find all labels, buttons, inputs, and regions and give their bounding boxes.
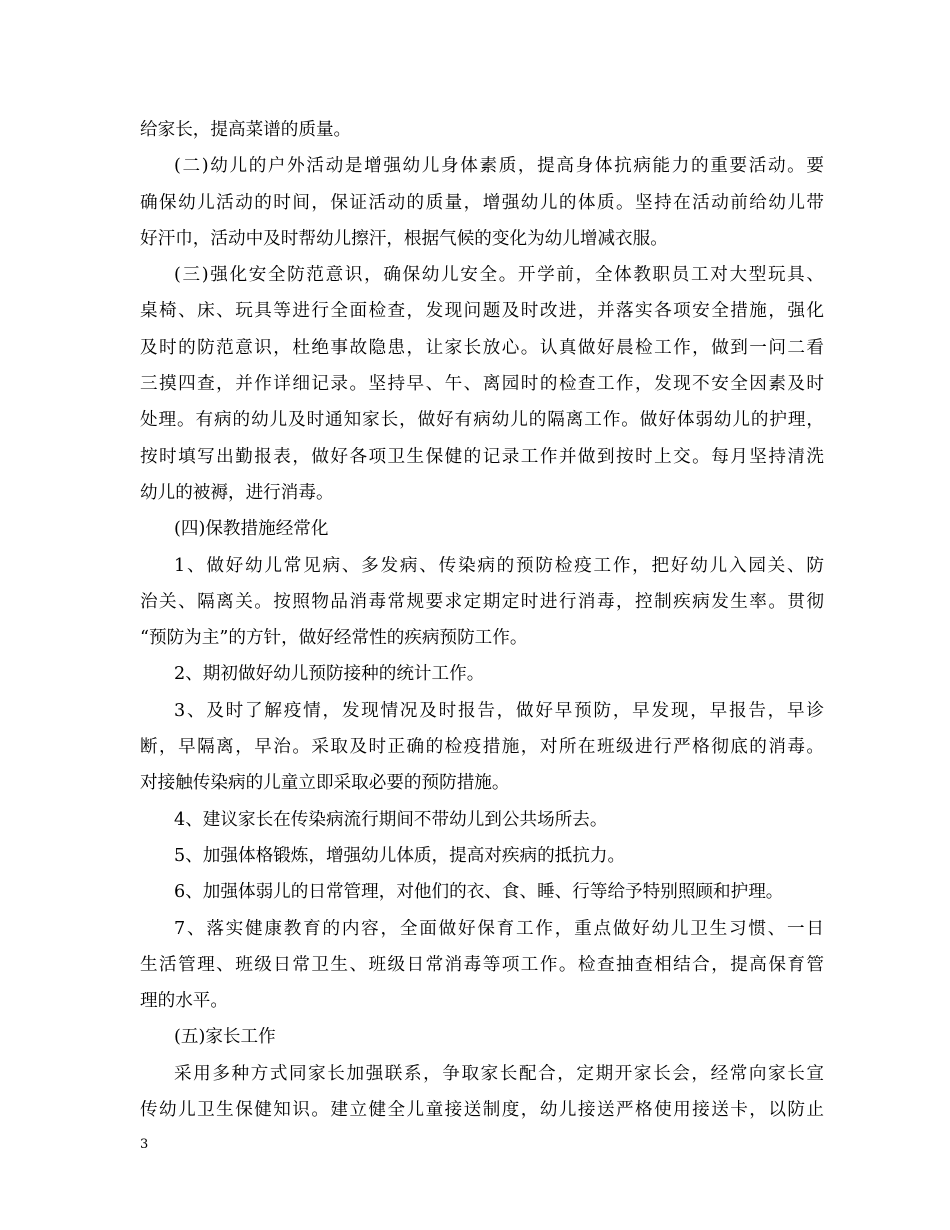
- text-line: “预防为主”的方针，做好经常性的疾病预防工作。: [140, 628, 528, 649]
- text-line: 按时填写出勤报表，做好各项卫生保健的记录工作并做到按时上交。每月坚持清洗: [140, 446, 824, 467]
- text-line: 治关、隔离关。按照物品消毒常规要求定期定时进行消毒，控制疾病发生率。贯彻: [140, 591, 824, 612]
- text-line: 断，早隔离，早治。采取及时正确的检疫措施，对所在班级进行严格彻底的消毒。: [140, 737, 824, 758]
- text-line: 幼儿的被褥，进行消毒。: [140, 482, 334, 503]
- section-heading: (五)家长工作: [174, 1027, 276, 1048]
- text-line: 传幼儿卫生保健知识。建立健全儿童接送制度，幼儿接送严格使用接送卡，以防止: [140, 1100, 824, 1121]
- text-line: 理的水平。: [140, 991, 228, 1012]
- text-line: (三)强化安全防范意识，确保幼儿安全。开学前，全体教职员工对大型玩具、: [174, 265, 824, 286]
- text-line: (二)幼儿的户外活动是增强幼儿身体素质，提高身体抗病能力的重要活动。要: [174, 156, 824, 177]
- text-line: 确保幼儿活动的时间，保证活动的质量，增强幼儿的体质。坚持在活动前给幼儿带: [140, 192, 824, 213]
- body-text: [140, 112, 824, 1128]
- text-line: 1、做好幼儿常见病、多发病、传染病的预防检疫工作，把好幼儿入园关、防: [174, 555, 824, 576]
- text-line: 2、期初做好幼儿预防接种的统计工作。: [174, 664, 485, 685]
- text-line: 4、建议家长在传染病流行期间不带幼儿到公共场所去。: [174, 809, 608, 830]
- text-line: 及时的防范意识，杜绝事故隐患，让家长放心。认真做好晨检工作，做到一问二看: [140, 337, 824, 358]
- section-heading: (四)保教措施经常化: [174, 519, 329, 540]
- text-line: 采用多种方式同家长加强联系，争取家长配合，定期开家长会，经常向家长宣: [174, 1063, 824, 1084]
- text-line: 好汗巾，活动中及时帮幼儿擦汗，根据气候的变化为幼儿增减衣服。: [140, 228, 668, 249]
- text-line: 6、加强体弱儿的日常管理，对他们的衣、食、睡、行等给予特别照顾和护理。: [174, 882, 784, 903]
- text-line: 桌椅、床、玩具等进行全面检查，发现问题及时改进，并落实各项安全措施，强化: [140, 301, 824, 322]
- text-line: 生活管理、班级日常卫生、班级日常消毒等项工作。检查抽查相结合，提高保育管: [140, 954, 824, 975]
- text-line: 处理。有病的幼儿及时通知家长，做好有病幼儿的隔离工作。做好体弱幼儿的护理，: [140, 410, 824, 431]
- text-line: 三摸四查，并作详细记录。坚持早、午、离园时的检查工作，发现不安全因素及时: [140, 374, 824, 395]
- page-number: 3: [140, 1137, 149, 1152]
- text-line: 对接触传染病的儿童立即采取必要的预防措施。: [140, 773, 510, 794]
- text-line: 7、落实健康教育的内容，全面做好保育工作，重点做好幼儿卫生习惯、一日: [174, 918, 824, 939]
- text-line: 5、加强体格锻炼，增强幼儿体质，提高对疾病的抵抗力。: [174, 845, 626, 866]
- text-line: 给家长，提高菜谱的质量。: [140, 120, 352, 140]
- text-line: 3、及时了解疫情，发现情况及时报告，做好早预防，早发现，早报告，早诊: [174, 700, 824, 721]
